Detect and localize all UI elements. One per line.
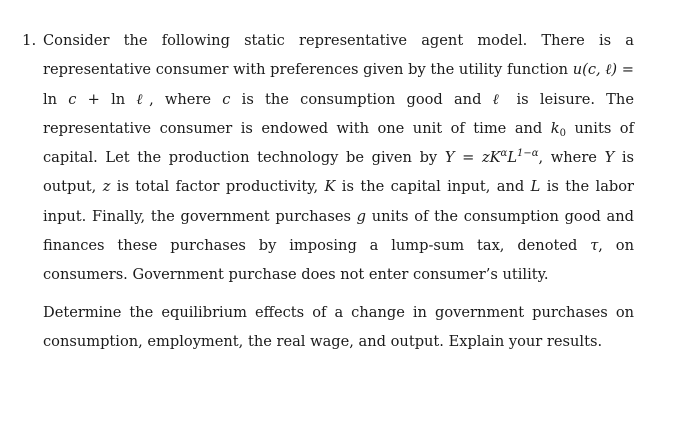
text-segment: units of the consumption good and finances these purchases by imposing a lump-sum tax, denoted xyxy=(43,207,634,255)
problem-question: Determine the equilibrium effects of a change in government purchases on consumption, employment, the real wage, and output. Explain your results. xyxy=(43,303,634,350)
math-l: ℓ xyxy=(136,90,150,108)
text-segment: , on consumers. Government purchase does not enter consumer’s utility. xyxy=(43,237,634,284)
prod-Y: Y xyxy=(444,149,455,167)
text-segment: is leisure. The representative consumer is endowed with one unit of time and xyxy=(43,90,634,137)
text-segment: , where xyxy=(149,90,223,108)
math-u: u xyxy=(572,61,583,79)
math-plus: + ln xyxy=(76,90,137,108)
text-segment: , where xyxy=(538,149,605,167)
prod-zK: zK xyxy=(481,149,501,167)
math-eq: = ln xyxy=(43,61,634,108)
text-segment: is the labor input. Finally, the government purchases xyxy=(43,178,634,225)
text-segment: units of capital. Let the production technology be given by xyxy=(43,119,634,167)
symbol-L: L xyxy=(530,178,541,196)
symbol-k-subscript: 0 xyxy=(559,127,566,139)
prod-L-exponent: 1−α xyxy=(517,148,539,160)
problem-number: 1. xyxy=(22,31,37,49)
symbol-tau: τ xyxy=(590,237,599,255)
text-segment: is output, xyxy=(43,149,634,196)
symbol-c: c xyxy=(222,90,231,108)
symbol-k: k xyxy=(550,119,560,137)
symbol-K: K xyxy=(324,178,336,196)
text-segment: is the capital input, and xyxy=(335,178,531,196)
problem-statement xyxy=(43,26,634,290)
text-segment: is the consumption good and xyxy=(230,90,493,108)
problem-1 xyxy=(22,26,634,356)
math-c: c xyxy=(68,90,77,108)
prod-alpha-exponent: α xyxy=(500,148,508,160)
symbol-l: ℓ xyxy=(492,90,506,108)
text-segment: Consider the following static representative agent model. There is a representative consumer with preferences given by the utility function xyxy=(43,32,634,79)
prod-L: L xyxy=(507,149,518,167)
prod-eq: = xyxy=(454,149,482,167)
symbol-z: z xyxy=(102,178,111,196)
math-args: (c, ℓ) xyxy=(582,61,618,79)
symbol-Y: Y xyxy=(604,149,615,167)
text-segment: is total factor productivity, xyxy=(110,178,325,196)
symbol-g: g xyxy=(356,207,366,225)
